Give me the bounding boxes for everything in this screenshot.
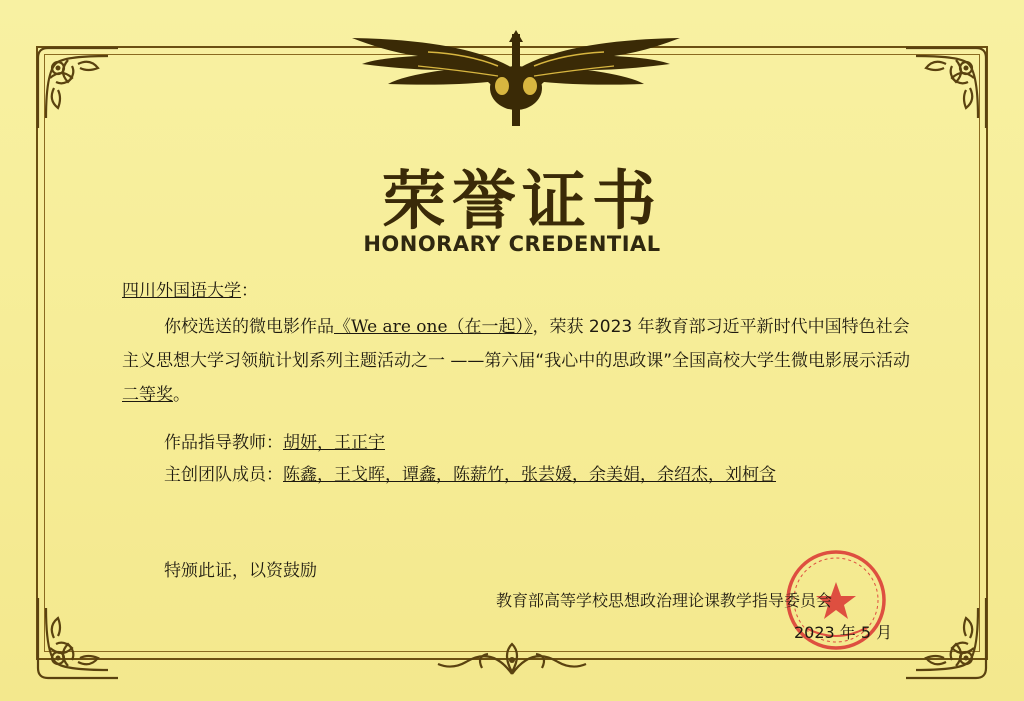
advisor-label: 作品指导教师：	[164, 433, 283, 453]
wing-emblem-icon	[348, 30, 684, 134]
recipient-suffix: ：	[241, 281, 258, 301]
recipient-line	[122, 276, 258, 301]
body-mid: ，荣获 2023 年教育部习近平新时代中国特色社会主义思想大学习领航计划系列主题活动之一 ——第六届“我心中的思政课”全国高校大学生微电影展示活动	[122, 317, 911, 371]
bottom-ornament-icon	[432, 638, 592, 680]
advisor-line	[164, 428, 385, 453]
body-intro: 你校选送的微电影作品	[164, 317, 334, 337]
corner-ornament-icon	[28, 588, 128, 688]
team-line	[164, 460, 776, 485]
body-end: 。	[173, 385, 190, 405]
certificate-title-cn: 荣誉证书	[382, 164, 662, 239]
issue-date: 2023 年 5 月	[794, 623, 893, 642]
award-level: 二等奖	[122, 385, 173, 405]
closing-text: 特颁此证，以资鼓励	[164, 561, 317, 581]
certificate-body	[122, 310, 916, 412]
work-title: 《We are one（在一起）》	[334, 317, 533, 337]
corner-ornament-icon	[896, 588, 996, 688]
corner-ornament-icon	[896, 38, 996, 138]
recipient-name: 四川外国语大学	[122, 281, 241, 301]
team-names: 陈鑫，王戈晖，谭鑫，陈薪竹，张芸媛，余美娟，余绍杰，刘柯含	[283, 465, 776, 485]
issuer-name: 教育部高等学校思想政治理论课教学指导委员会	[496, 591, 833, 610]
advisor-names: 胡妍，王正宇	[283, 433, 385, 453]
corner-ornament-icon	[28, 38, 128, 138]
team-label: 主创团队成员：	[164, 465, 283, 485]
certificate-title-en: HONORARY CREDENTIAL	[363, 232, 661, 256]
